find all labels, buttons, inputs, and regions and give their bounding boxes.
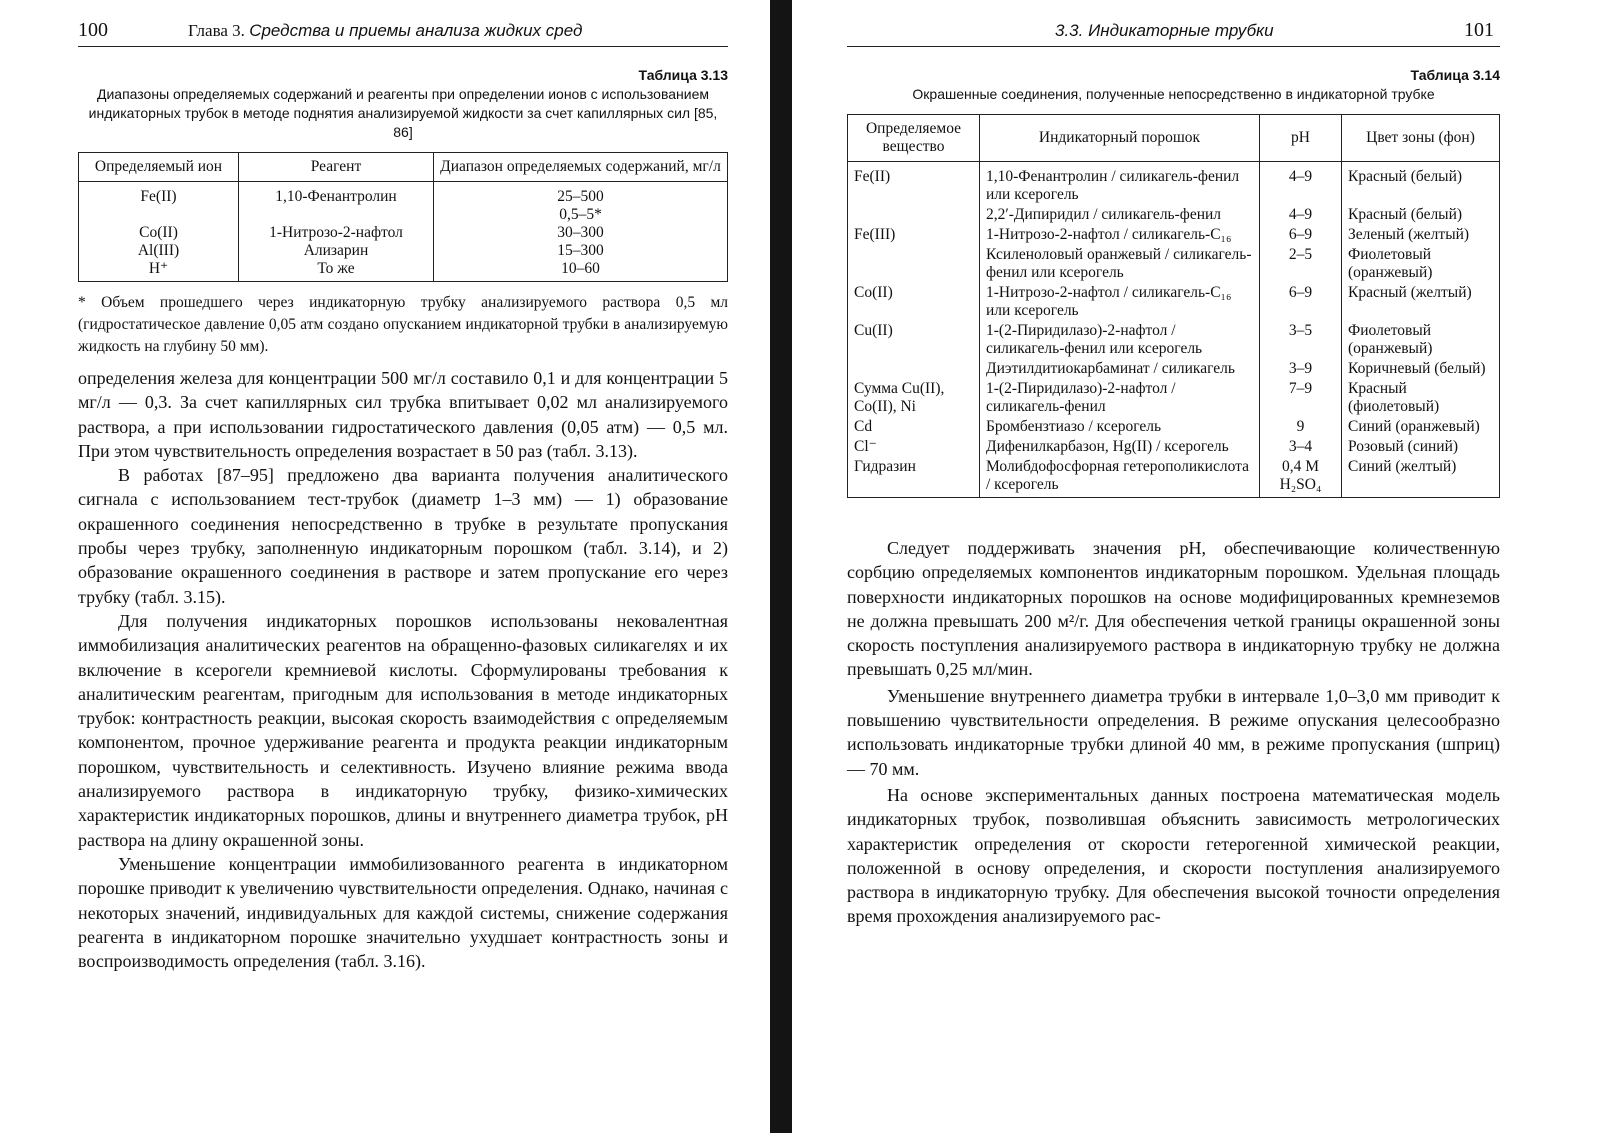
cell-range: 25–500 [434, 182, 728, 207]
cell-ion: H⁺ [79, 260, 239, 282]
table-row [79, 242, 728, 260]
cell-ph: 6–9 [1260, 283, 1342, 321]
cell-color: Красный (фиолетовый) [1342, 379, 1500, 417]
cell-powder: 1-(2-Пиридилазо)-2-нафтол / силикагель-фенил [980, 379, 1260, 417]
cell-color: Красный (белый) [1342, 205, 1500, 225]
table-row [848, 437, 1500, 457]
table-header-cell: Реагент [239, 153, 434, 182]
cell-color: Красный (желтый) [1342, 283, 1500, 321]
left-body-text [78, 366, 728, 973]
cell-range: 10–60 [434, 260, 728, 282]
table-3-14-number: Таблица 3.14 [1410, 67, 1500, 83]
paragraph: Для получения индикаторных порошков использованы нековалентная иммобилизация аналитических реагентов на обращенно-фазовых силикагелях и их включение в ксерогели кремниевой кислоты. Сформулированы требования к аналитическим реагентам, пригодным для использования в методе индикаторных трубок: контрастность реакции, высокая скорость взаимодействия с определяемым компонентом, прочное удерживание реагента и продукта реакции индикаторным порошком, чувствительность и селективность. Изучено влияние режима ввода анализируемого раствора в индикаторную трубку, физико-химических характеристик индикаторных порошков, длины и внутреннего диаметра трубок, pH раствора на длину окрашенной зоны. [78, 610, 728, 850]
table-row [848, 245, 1500, 283]
paragraph: В работах [87–95] предложено два варианта получения аналитического сигнала с использованием тест-трубок (диаметр 1–3 мм) — 1) образование окрашенного соединения непосредственно в трубке в результате пропускания пробы через трубку, заполненную индикаторным порошком (табл. 3.14), и 2) образование окрашенного соединения в растворе и затем пропускание его через трубку (табл. 3.15). [78, 465, 728, 607]
cell-substance [848, 205, 980, 225]
cell-ion: Fe(II) [79, 182, 239, 207]
section-title [1055, 21, 1274, 41]
table-row [79, 206, 728, 224]
left-running-head-title [188, 21, 582, 41]
left-page [0, 0, 770, 1133]
table-header-cell: pH [1260, 115, 1342, 162]
cell-substance: Cu(II) [848, 321, 980, 359]
cell-range: 30–300 [434, 224, 728, 242]
cell-color: Фиолетовый (оранжевый) [1342, 245, 1500, 283]
page-number-left: 100 [78, 19, 108, 41]
cell-substance: Cd [848, 417, 980, 437]
cell-substance: Fe(III) [848, 225, 980, 245]
cell-ph: 0,4 M H₂SO₄ [1260, 457, 1342, 498]
section-title-text: 3.3. Индикаторные трубки [1055, 21, 1274, 40]
table-row [848, 379, 1500, 417]
cell-color: Фиолетовый (оранжевый) [1342, 321, 1500, 359]
cell-powder: Бромбензтиазо / ксерогель [980, 417, 1260, 437]
table-3-13-number: Таблица 3.13 [638, 67, 728, 83]
table-3-13 [78, 152, 728, 282]
cell-reagent [239, 206, 434, 224]
table-row [848, 417, 1500, 437]
table-3-14-caption: Окрашенные соединения, полученные непосредственно в индикаторной трубке [912, 86, 1435, 102]
table-3-13-caption: Диапазоны определяемых содержаний и реагенты при определении ионов с использованием индикаторных трубок в методе поднятия анализируемой жидкости за счет капиллярных сил [85, 86] [88, 86, 718, 140]
table-header-cell: Индикаторный порошок [980, 115, 1260, 162]
cell-range: 15–300 [434, 242, 728, 260]
table-header-cell: Определяемое вещество [848, 115, 980, 162]
table-row [848, 225, 1500, 245]
cell-powder: 1-(2-Пиридилазо)-2-нафтол / силикагель-фенил или ксерогель [980, 321, 1260, 359]
table-3-13-footnote: * Объем прошедшего через индикаторную трубку анализируемого раствора 0,5 мл (гидростатическое давление 0,05 атм создано опусканием индикаторной трубки в анализируемую жидкость на глубину 50 мм). [78, 294, 728, 355]
table-header-cell: Диапазон определяемых содержаний, мг/л [434, 153, 728, 182]
book-spine-shadow [770, 0, 792, 1133]
cell-ph: 6–9 [1260, 225, 1342, 245]
table-row [848, 205, 1500, 225]
paragraph: Уменьшение концентрации иммобилизованного реагента в индикаторном порошке приводит к увеличению чувствительности определения. Однако, начиная с некоторых значений, индивидуальных для каждой системы, снижение содержания реагента в индикаторном порошке значительно ухудшает контрастность зоны и воспроизводимость определения (табл. 3.16). [78, 853, 728, 972]
cell-ion [79, 206, 239, 224]
table-3-14 [847, 114, 1500, 498]
table-row [848, 457, 1500, 498]
cell-substance: Cl⁻ [848, 437, 980, 457]
cell-substance [848, 359, 980, 379]
table-row [79, 182, 728, 207]
cell-powder: Дифенилкарбазон, Hg(II) / ксерогель [980, 437, 1260, 457]
cell-substance [848, 245, 980, 283]
paragraph: На основе экспериментальных данных построена математическая модель индикаторных трубок, позволившая объяснить зависимость метрологических характеристик определения от скорости гетерогенной химической реакции, положенной в основу определения, и скорости поступления анализируемого раствора в индикаторную трубку. Для обеспечения высокой точности определения время прохождения анализируемого рас- [847, 784, 1500, 927]
cell-powder: 2,2′-Дипиридил / силикагель-фенил [980, 205, 1260, 225]
cell-powder: 1-Нитрозо-2-нафтол / силикагель-C₁₆ [980, 225, 1260, 245]
cell-color: Розовый (синий) [1342, 437, 1500, 457]
cell-ph: 2–5 [1260, 245, 1342, 283]
cell-color: Синий (желтый) [1342, 457, 1500, 498]
cell-range: 0,5–5* [434, 206, 728, 224]
table-header-row [848, 115, 1500, 162]
table-header-cell: Цвет зоны (фон) [1342, 115, 1500, 162]
cell-color: Зеленый (желтый) [1342, 225, 1500, 245]
cell-color: Красный (белый) [1342, 162, 1500, 206]
right-running-head [847, 18, 1500, 47]
cell-substance: Co(II) [848, 283, 980, 321]
paragraph: определения железа для концентрации 500 мг/л составило 0,1 и для концентрации 5 мг/л — 0,3. За счет капиллярных сил трубка впитывает 0,02 мл анализируемого раствора, а при использовании гидростатического давления (0,05 атм) — 0,5 мл. При этом чувствительность определения возрастает в 50 раз (табл. 3.13). [78, 368, 728, 461]
cell-powder: 1,10-Фенантролин / силикагель-фенил или ксерогель [980, 162, 1260, 206]
chapter-title: Средства и приемы анализа жидких сред [249, 21, 583, 40]
chapter-label: Глава 3. [188, 21, 245, 40]
table-header-cell: Определяемый ион [79, 153, 239, 182]
cell-powder: Молибдофосфорная гетерополикислота / ксерогель [980, 457, 1260, 498]
cell-ph: 3–4 [1260, 437, 1342, 457]
paragraph: Следует поддерживать значения pH, обеспечивающие количественную сорбцию определяемых компонентов индикаторным порошком. Удельная площадь поверхности индикаторных порошков на основе модифицированных кремнеземов не должна превышать 200 м²/г. Для обеспечения четкой границы окрашенной зоны скорость поступления анализируемого раствора в индикаторную трубку не должна превышать 0,25 мл/мин. [847, 538, 1500, 680]
right-body-text [847, 536, 1500, 929]
cell-powder: Диэтилдитиокарбаминат / силикагель [980, 359, 1260, 379]
cell-ph: 4–9 [1260, 162, 1342, 206]
cell-color: Коричневый (белый) [1342, 359, 1500, 379]
cell-powder: Ксиленоловый оранжевый / силикагель-фенил или ксерогель [980, 245, 1260, 283]
cell-ion: Al(III) [79, 242, 239, 260]
left-running-head [78, 18, 728, 47]
cell-powder: 1-Нитрозо-2-нафтол / силикагель-C₁₆ или ксерогель [980, 283, 1260, 321]
right-page [795, 0, 1600, 1133]
page-number-right: 101 [1464, 19, 1494, 41]
table-row [848, 162, 1500, 206]
table-row [79, 260, 728, 282]
table-row [848, 359, 1500, 379]
cell-ph: 3–9 [1260, 359, 1342, 379]
table-header-row [79, 153, 728, 182]
cell-reagent: 1,10-Фенантролин [239, 182, 434, 207]
cell-reagent: 1-Нитрозо-2-нафтол [239, 224, 434, 242]
cell-substance: Fe(II) [848, 162, 980, 206]
cell-substance: Гидразин [848, 457, 980, 498]
cell-ph: 7–9 [1260, 379, 1342, 417]
cell-reagent: Ализарин [239, 242, 434, 260]
cell-ph: 9 [1260, 417, 1342, 437]
table-row [848, 283, 1500, 321]
cell-color: Синий (оранжевый) [1342, 417, 1500, 437]
paragraph: Уменьшение внутреннего диаметра трубки в интервале 1,0–3,0 мм приводит к повышению чувствительности определения. В режиме опускания целесообразно использовать индикаторные трубки длиной 40 мм, в режиме пропускания (шприц) — 70 мм. [847, 685, 1500, 779]
cell-substance: Сумма Cu(II), Co(II), Ni [848, 379, 980, 417]
cell-ion: Co(II) [79, 224, 239, 242]
cell-reagent: То же [239, 260, 434, 282]
table-row [848, 321, 1500, 359]
cell-ph: 4–9 [1260, 205, 1342, 225]
cell-ph: 3–5 [1260, 321, 1342, 359]
table-row [79, 224, 728, 242]
